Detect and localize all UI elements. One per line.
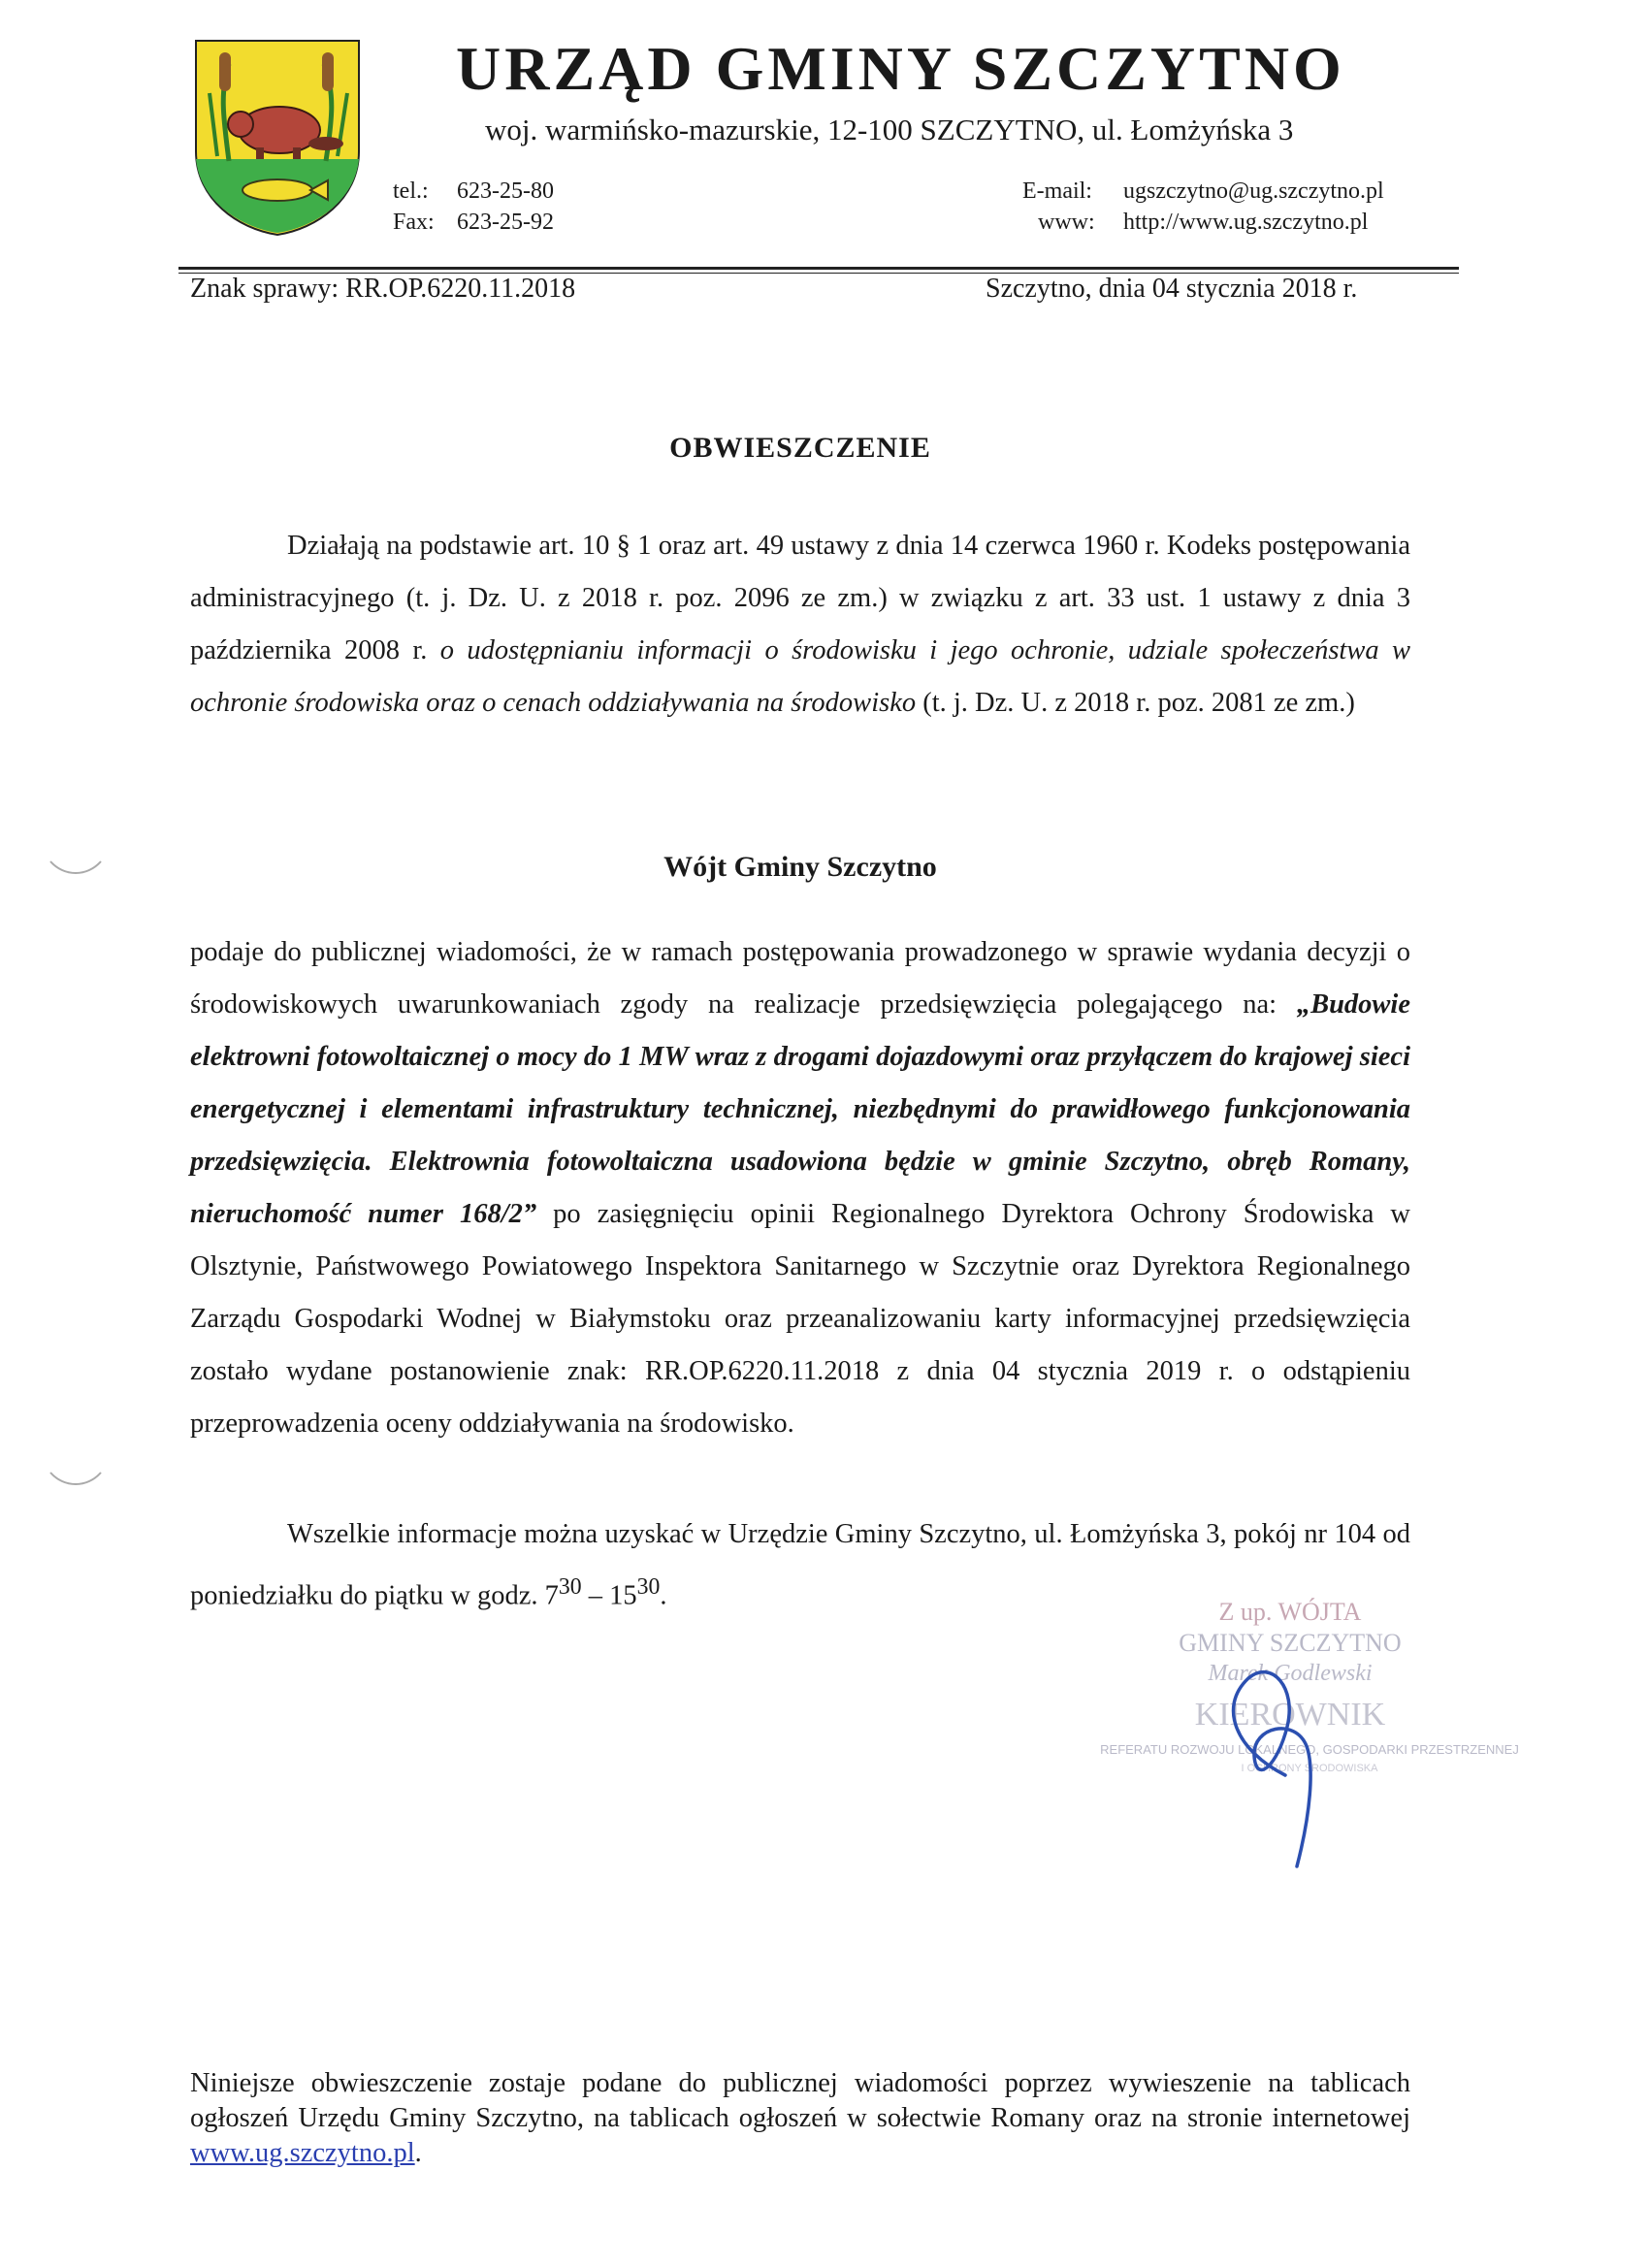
act-title: o udostępnianiu informacji o środowisku i jego ochronie, udziale społeczeństwa w ochronie środowiska oraz o cenach oddziaływania na środowisko [190,635,1410,718]
email-label: E-mail: [1022,178,1092,204]
footer-text: Niniejsze obwieszczenie zostaje podane do publicznej wiadomości poprzez wywieszenie na tablicach ogłoszeń Urzędu Gminy Szczytno, na tablicach ogłoszeń w sołectwie Romany oraz na stronie internetowej [190,2068,1410,2133]
stamp-line-6: I OCHRONY ŚRODOWISKA [1241,1763,1378,1774]
stamp-line-1: Z up. WÓJTA [1218,1598,1362,1626]
fax-label: Fax: [393,210,435,235]
time-superscript-1: 30 [558,1574,582,1600]
time-dash: – 15 [581,1580,637,1611]
organization-name: URZĄD GMINY SZCZYTNO [456,34,1345,103]
punch-hole-mark [47,854,105,883]
www-row [1038,210,1368,236]
www-value: http://www.ug.szczytno.pl [1123,210,1369,235]
stamp-line-3: Marek Godlewski [1208,1661,1373,1686]
main-text-end: po zasięgnięciu opinii Regionalnego Dyrektora Ochrony Środowiska w Olsztynie, Państwowego Powiatowego Inspektora Sanitarnego w Szczytnie oraz Dyrektora Regionalnego Zarządu Gospodarki Wodnej w Białymstoku oraz przeanalizowaniu karty informacyjnej przedsięwzięcia zostało wydane postanowienie znak: RR.OP.6220.11.2018 z dnia 04 stycznia 2019 r. o odstąpieniu przeprowadzenia oceny oddziaływania na środowisko. [190,1199,1410,1439]
intro-paragraph [190,520,1410,729]
fax-value: 623-25-92 [457,210,554,235]
coat-of-arms-logo [190,35,365,239]
website-link[interactable]: www.ug.szczytno.pl [190,2138,415,2168]
issuer-heading: Wójt Gminy Szczytno [663,851,937,883]
tel-label: tel.: [393,178,429,204]
stamp-line-4: KIEROWNIK [1194,1697,1386,1733]
email-row [1022,178,1384,205]
official-stamp [1082,1591,1528,1872]
info-text: Wszelkie informacje można uzyskać w Urzędzie Gminy Szczytno, ul. Łomżyńska 3, pokój nr 104 od poniedziałku do piątku w godz. 7 [190,1519,1410,1611]
project-description: „Budowie elektrowni fotowoltaicznej o mocy do 1 MW wraz z drogami dojazdowymi oraz przyłączem do krajowej sieci energetycznej i elementami infrastruktury technicznej, niezbędnymi do prawidłowego funkcjonowania przedsięwzięcia. Elektrownia fotowoltaiczna usadowiona będzie w gminie Szczytno, obręb Romany, nieruchomość numer 168/2” [190,989,1410,1229]
stamp-line-5: REFERATU ROZWOJU LOKALNEGO, GOSPODARKI PRZESTRZENNEJ [1100,1742,1519,1757]
footer-note [190,2066,1410,2171]
info-end: . [660,1580,667,1611]
main-text: podaje do publicznej wiadomości, że w ramach postępowania prowadzonego w sprawie wydania decyzji o środowiskowych uwarunkowaniach zgody na realizacje przedsięwzięcia polegającego na: [190,937,1410,1020]
tel-value: 623-25-80 [457,178,554,204]
time-superscript-2: 30 [636,1574,661,1600]
tel-row [393,178,554,205]
place-date: Szczytno, dnia 04 stycznia 2018 r. [986,274,1358,304]
www-label: www: [1038,210,1095,235]
footer-end: . [414,2138,422,2168]
intro-text-end: (t. j. Dz. U. z 2018 r. poz. 2081 ze zm.) [916,688,1355,718]
fax-row [393,210,554,236]
case-reference: Znak sprawy: RR.OP.6220.11.2018 [190,274,576,304]
intro-text: Działają na podstawie art. 10 § 1 oraz art. 49 ustawy z dnia 14 czerwca 1960 r. Kodeks postępowania administracyjnego (t. j. Dz. U. z 2018 r. poz. 2096 ze zm.) w związku z art. 33 ust. 1 ustawy z dnia 3 października 2008 r. [190,531,1410,665]
document-title: OBWIESZCZENIE [669,432,931,464]
organization-address: woj. warmińsko-mazurskie, 12-100 SZCZYTNO, ul. Łomżyńska 3 [485,113,1294,146]
header-divider [178,267,1459,270]
stamp-line-2: GMINY SZCZYTNO [1179,1629,1402,1657]
punch-hole-mark [47,1465,105,1494]
main-paragraph [190,926,1410,1450]
email-value: ugszczytno@ug.szczytno.pl [1123,178,1384,204]
